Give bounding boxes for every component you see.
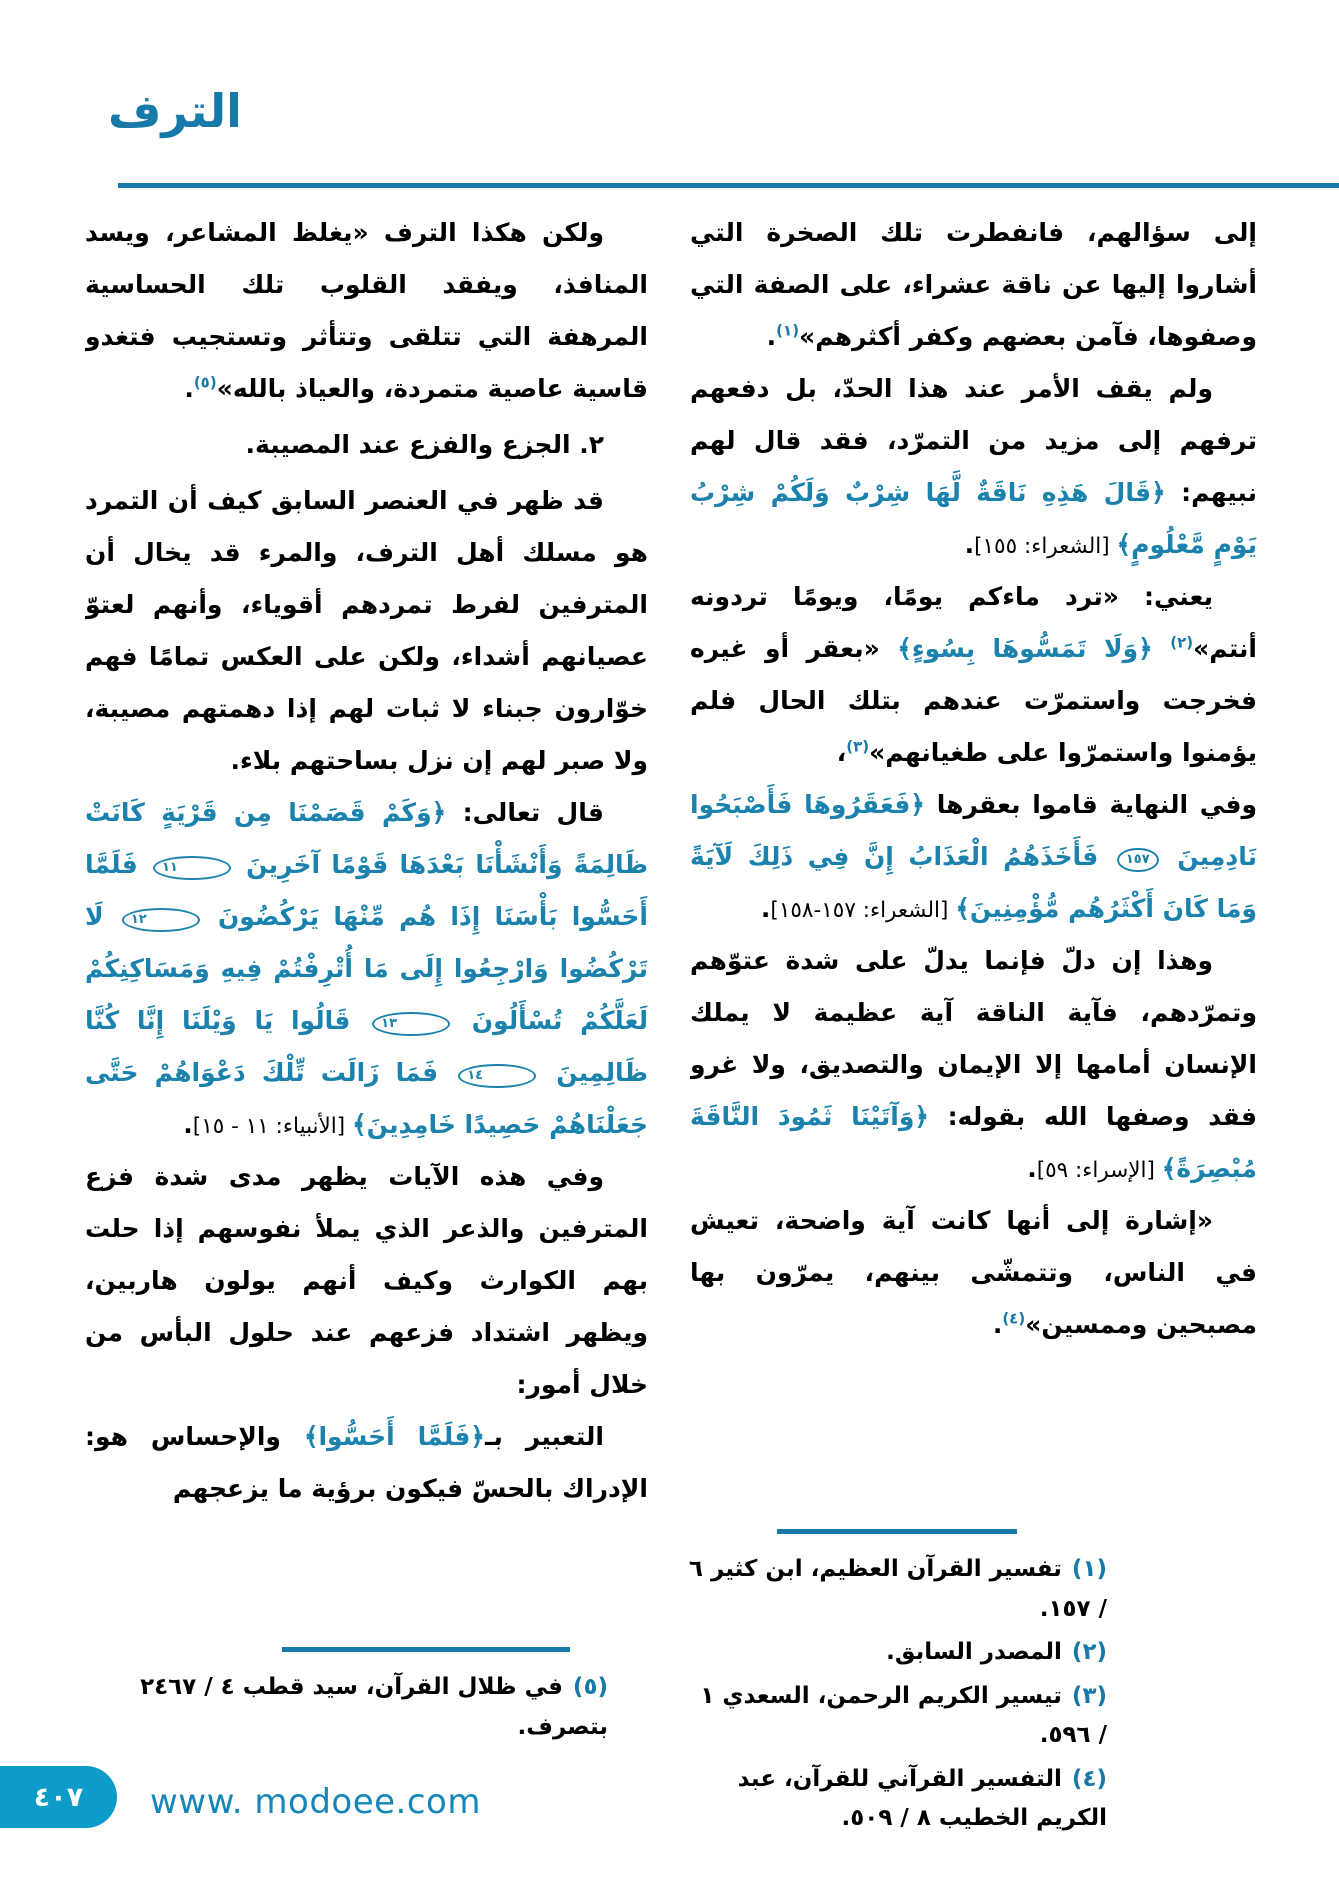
quran-text: ﴿فَلَمَّا أَحَسُّوا﴾ [303,1422,485,1451]
body-text: . [184,374,194,403]
body-text: والإحساس هو: الإدراك بالحسّ فيكون برؤية ما يزعجهم [85,1422,648,1503]
footnote-list [88,1668,608,1747]
body-text [1153,634,1170,663]
footnote-marker: (٣) [846,737,870,756]
verse-number: ١٣ [372,1012,450,1036]
paragraph [85,475,648,787]
footnote [88,1668,608,1747]
footnote-number: (١) [1071,1556,1107,1582]
quran-text: ﴿قَالَ هَذِهِ نَاقَةٌ لَّهَا شِرْبٌ وَلَكُمْ شِرْبُ يَوْمٍ مَّعْلُومٍ﴾ [690,478,1257,559]
section-heading [85,419,648,471]
footnote-number: (٤) [1071,1765,1107,1792]
verse-reference: [الإسراء: ٥٩] [1036,1158,1162,1183]
body-text: ولم يقف الأمر عند هذا الحدّ، بل دفعهم ترفهم إلى مزيد من التمرّد، فقد قال لهم نبيهم: [690,374,1257,507]
body-text: وفي هذه الآيات يظهر مدى شدة فزع المترفين والذعر الذي يملأ نفوسهم إذا حلت بهم الكوارث وكيف أنهم يولون هاربين، ويظهر اشتداد فزعهم عند حلول البأس من خلال أمور: [85,1162,648,1399]
verse-number: ١٢ [122,908,200,932]
quran-text: ﴿فَعَقَرُوهَا فَأَصْبَحُوا نَادِمِينَ [690,790,1257,871]
quran-text: ﴿وَآتَيْنَا ثَمُودَ النَّاقَةَ مُبْصِرَةً﴾ [690,1102,1257,1183]
page-number: ٤٠٧ [33,1781,84,1813]
body-text: قد ظهر في العنصر السابق كيف أن التمرد هو مسلك أهل الترف، والمرء قد يخال أن المترفين لفرط تمردهم أقوياء، وأنهم لعتوّ عصيانهم أشداء، ولكن على العكس تمامًا فهم خوّارون جبناء لا ثبات لهم إذا دهمتهم مصيبة، ولا صبر لهم إن نزل بساحتهم بلاء. [85,486,648,775]
quran-text: ﴿وَلَا تَمَسُّوهَا بِسُوءٍ﴾ [897,634,1153,663]
body-text: . [1027,1154,1037,1183]
paragraph [85,787,648,1151]
footnote-marker: (١) [776,321,800,340]
footnote [687,1677,1107,1756]
footnotes-right [687,1529,1107,1843]
paragraph [690,571,1257,779]
footnote-text: التفسير القرآني للقرآن، عبد الكريم الخطيب ٨ / ٥٠٩. [737,1765,1107,1832]
paragraph [85,207,648,415]
footnotes-left [88,1647,608,1751]
body-text: . [183,1110,193,1139]
quran-text: لَا تَرْكُضُوا وَارْجِعُوا إِلَى مَا أُتْرِفْتُمْ فِيهِ وَمَسَاكِنِكُمْ لَعَلَّكُمْ تُسْأَلُونَ [85,902,648,1035]
paragraph [690,935,1257,1195]
quran-text: قَالُوا يَا وَيْلَنَا إِنَّا كُنَّا ظَالِمِينَ [85,1006,648,1087]
body-text: . [766,322,777,351]
quran-text: ﴿وَكَمْ قَصَمْنَا مِن قَرْيَةٍ كَانَتْ ظَالِمَةً وَأَنْشَأْنَا بَعْدَهَا قَوْمًا آخَرِينَ [85,798,648,879]
body-text: وهذا إن دلّ فإنما يدلّ على شدة عتوّهم وتمرّدهم، فآية الناقة آية عظيمة لا يملك الإنسان أمامها إلا الإيمان والتصديق، ولا غرو فقد وصفها الله بقوله: [690,946,1257,1131]
body-text: . [760,894,771,923]
quran-text: فَمَا زَالَت تِّلْكَ دَعْوَاهُمْ حَتَّى جَعَلْنَاهُمْ حَصِيدًا خَامِدِينَ﴾ [85,1058,648,1139]
body-text: «إشارة إلى أنها كانت آية واضحة، تعيش في الناس، وتتمشّى بينهم، يمرّون بها مصبحين وممسين» [690,1206,1257,1339]
verse-number: ١١ [153,856,231,880]
body-text: . [992,1310,1003,1339]
body-text: . [964,530,975,559]
footnote [687,1760,1107,1839]
verse-number: ١٥٧ [1117,848,1159,872]
page-title: الترف [108,84,242,138]
header-rule [118,183,1339,188]
paragraph [690,363,1257,571]
body-text: التعبير بـ [484,1422,604,1451]
quran-text: فَأَخَذَهُمُ الْعَذَابُ إِنَّ فِي ذَلِكَ لَآيَةً وَمَا كَانَ أَكْثَرُهُم مُّؤْمِنِينَ﴾ [690,842,1257,923]
footnote-text: في ظلال القرآن، سيد قطب ٤ / ٢٤٦٧ بتصرف. [140,1674,608,1740]
body-text: ٢. الجزع والفزع عند المصيبة. [245,430,604,459]
body-text: يعني: «ترد ماءكم يومًا، ويومًا تردونه أنتم» [690,582,1257,663]
column-right [690,207,1257,1837]
footnote-number: (٥) [572,1674,608,1700]
footnote-marker: (٢) [1170,633,1194,652]
column-left-body [85,207,648,1643]
paragraph [690,779,1257,935]
body-text: وفي النهاية قاموا بعقرها [925,790,1257,819]
paragraph [85,1151,648,1411]
column-right-body [690,207,1257,1525]
paragraph [85,1411,648,1515]
footnote-text: تيسير الكريم الرحمن، السعدي ١ / ٥٩٦. [700,1682,1107,1749]
website-url: www. modoee.com [150,1782,481,1822]
footnote-marker: (٥) [193,373,217,392]
footnote-text: المصدر السابق. [886,1639,1062,1666]
footnote-list [687,1550,1107,1839]
footnote-marker: (٤) [1002,1309,1026,1328]
paragraph [690,1195,1257,1351]
verse-reference: [الشعراء: ١٥٥] [974,534,1117,559]
body-text: إلى سؤالهم، فانفطرت تلك الصخرة التي أشاروا إليها عن ناقة عشراء، على الصفة التي وصفوها، فآمن بعضهم وكفر أكثرهم» [690,218,1257,351]
footnote [687,1550,1107,1629]
body-text: ، [836,738,847,767]
footnote-number: (٣) [1071,1682,1107,1709]
footnote-number: (٢) [1071,1639,1107,1666]
footnote [687,1633,1107,1673]
body-text: ولكن هكذا الترف «يغلظ المشاعر، ويسد المنافذ، ويفقد القلوب تلك الحساسية المرهفة التي تتلقى وتتأثر وتستجيب فتغدو قاسية عاصية متمردة، والعياذ بالله» [85,218,648,403]
page-number-badge [0,1766,117,1828]
footnote-separator-rule [282,1647,570,1652]
quran-text: فَلَمَّا أَحَسُّوا بَأْسَنَا إِذَا هُم مِّنْهَا يَرْكُضُونَ [85,850,648,931]
body-text: «بعقر أو غيره فخرجت واستمرّت عندهم بتلك الحال فلم يؤمنوا واستمرّوا على طغيانهم» [690,634,1257,767]
footnote-text: تفسير القرآن العظيم، ابن كثير ٦ / ١٥٧. [688,1556,1107,1622]
column-left [85,207,648,1837]
verse-reference: [الأنبياء: ١١ - ١٥] [192,1114,352,1139]
verse-number: ١٤ [458,1064,536,1088]
footnote-separator-rule [777,1529,1017,1534]
paragraph [690,207,1257,363]
body-text: قال تعالى: [446,798,604,827]
verse-reference: [الشعراء: ١٥٧-١٥٨] [770,898,956,923]
